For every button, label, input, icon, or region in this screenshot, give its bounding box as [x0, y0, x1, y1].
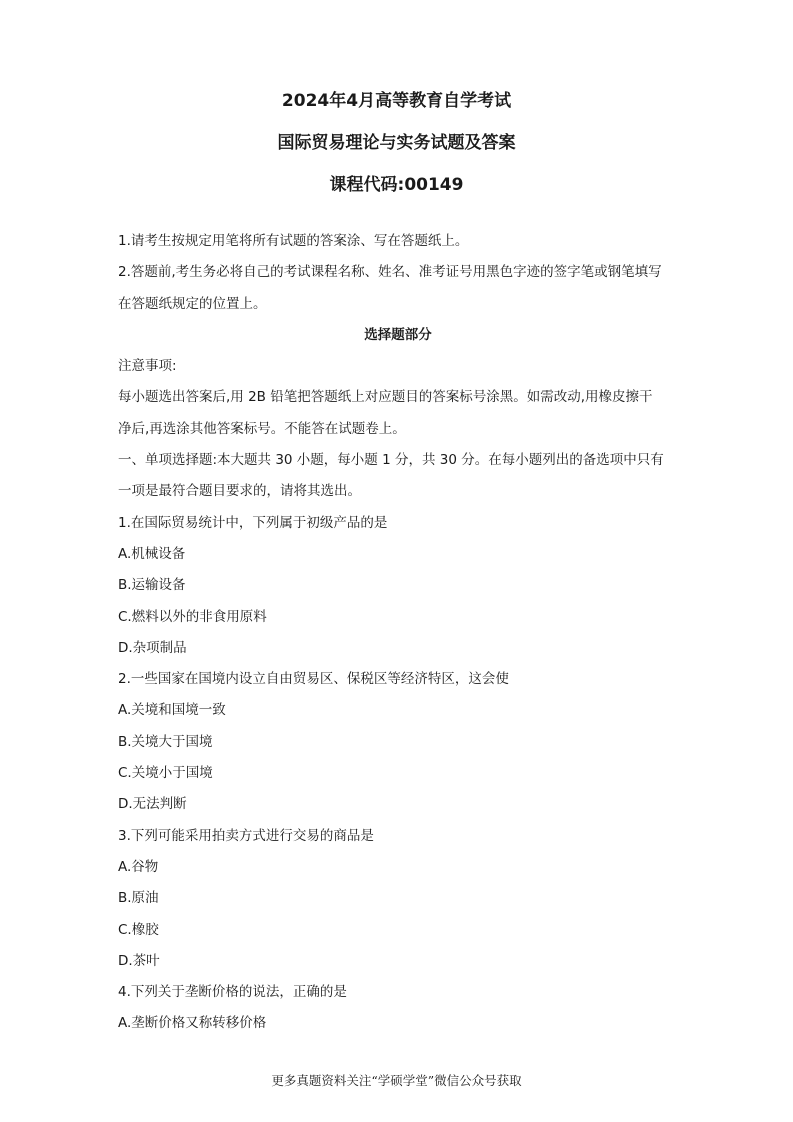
question-option: D.无法判断: [118, 796, 187, 813]
question-option: C.燃料以外的非食用原料: [118, 608, 267, 625]
question-stem: 2.一些国家在国境内设立自由贸易区、保税区等经济特区，这会使: [118, 671, 509, 688]
notice-text: 每小题选出答案后,用 2B 铅笔把答题纸上对应题目的答案标号涂黑。如需改动,用橡皮擦干: [118, 389, 653, 406]
exam-subject: 国际贸易理论与实务试题及答案: [277, 133, 516, 153]
part-one-intro-cont: 一项是最符合题目要求的，请将其选出。: [118, 483, 361, 500]
course-code: 课程代码:00149: [329, 175, 464, 195]
question-option: B.运输设备: [118, 577, 186, 594]
question-4: [118, 977, 678, 1040]
part-one-intro: 一、单项选择题:本大题共 30 小题，每小题 1 分，共 30 分。在每小题列出的备选项中只有: [118, 452, 664, 469]
instruction-2: 2.答题前,考生务必将自己的考试课程名称、姓名、准考证号用黑色字迹的签字笔或钢笔填写: [118, 264, 662, 281]
question-option: B.原油: [118, 890, 159, 907]
question-option: C.橡胶: [118, 921, 159, 938]
question-option: D.杂项制品: [118, 639, 187, 656]
notice-label: 注意事项:: [118, 358, 177, 375]
question-3: [118, 821, 678, 977]
question-option: A.谷物: [118, 858, 159, 875]
question-stem: 4.下列关于垄断价格的说法，正确的是: [118, 984, 347, 1001]
question-option: C.关境小于国境: [118, 765, 213, 782]
section-heading: 选择题部分: [364, 326, 432, 343]
exam-title: 2024年4月高等教育自学考试: [281, 91, 512, 111]
notice-text-cont: 净后,再选涂其他答案标号。不能答在试题卷上。: [118, 420, 406, 437]
question-option: A.关境和国境一致: [118, 702, 226, 719]
instruction-2-cont: 在答题纸规定的位置上。: [118, 295, 267, 312]
question-stem: 3.下列可能采用拍卖方式进行交易的商品是: [118, 827, 374, 844]
question-stem: 1.在国际贸易统计中，下列属于初级产品的是: [118, 514, 388, 531]
question-option: D.茶叶: [118, 952, 160, 969]
question-option: A.机械设备: [118, 545, 186, 562]
question-option: B.关境大于国境: [118, 733, 213, 750]
instruction-1: 1.请考生按规定用笔将所有试题的答案涂、写在答题纸上。: [118, 233, 469, 249]
question-2: [118, 664, 678, 820]
question-option: A.垄断价格又称转移价格: [118, 1015, 267, 1032]
exam-content: [118, 226, 678, 1040]
question-1: [118, 508, 678, 664]
footer-note: 更多真题资料关注“学硕学堂”微信公众号获取: [271, 1073, 522, 1088]
